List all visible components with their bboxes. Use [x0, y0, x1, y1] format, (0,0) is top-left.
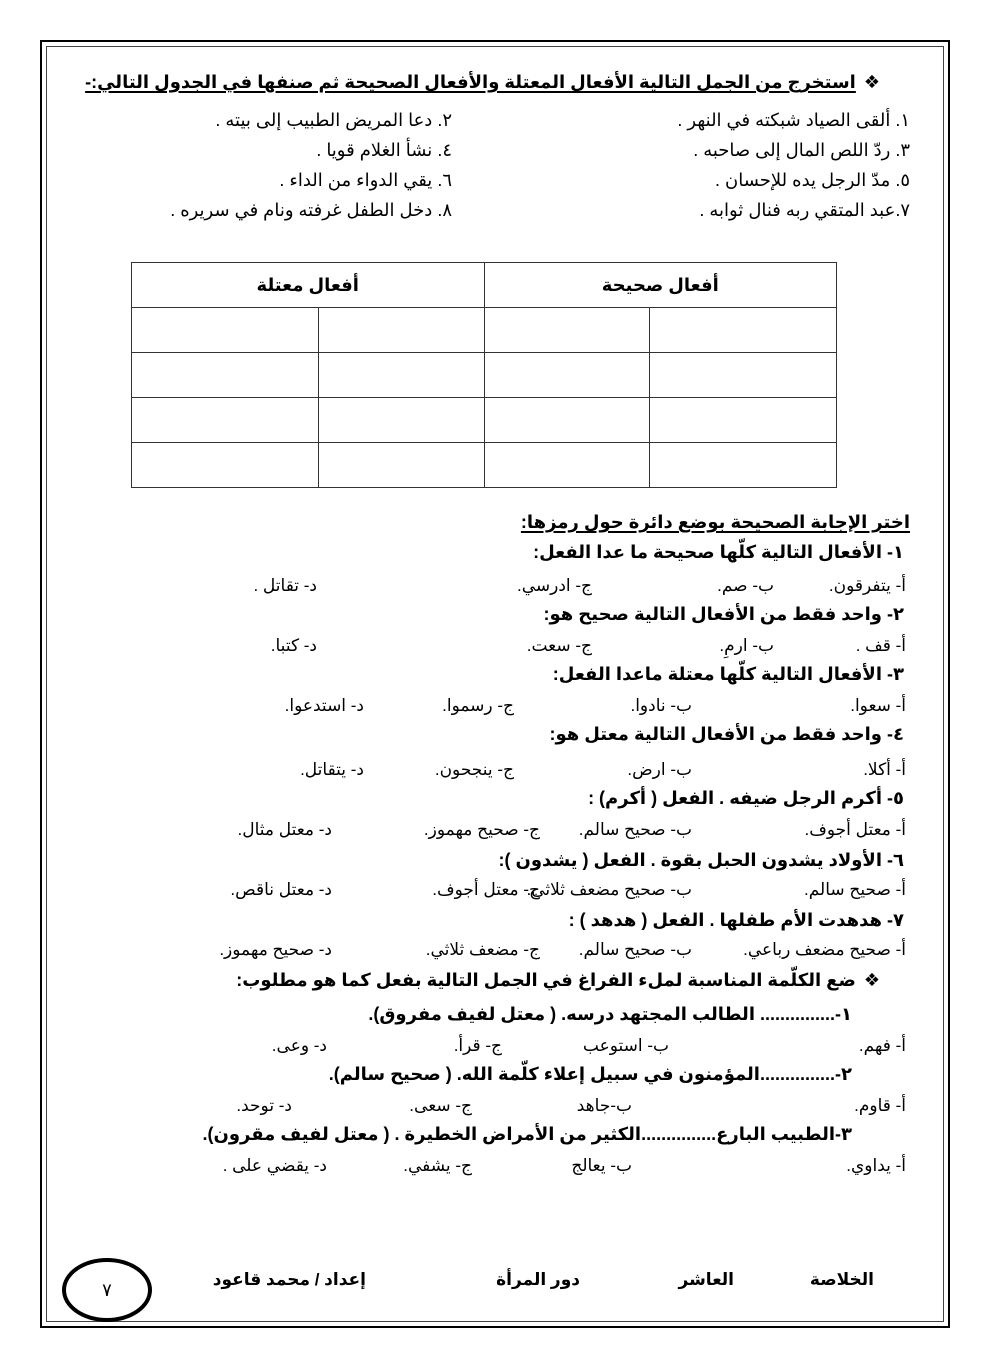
fill-option-d[interactable]: د- وعى. — [271, 1036, 327, 1055]
table-cell[interactable] — [649, 353, 836, 398]
mcq-question-2: ٢- واحد فقط من الأفعال التالية صحيح هو: — [543, 604, 904, 624]
sentence-4: ٤. نشأ الغلام قويا . — [316, 140, 452, 160]
table-cell[interactable] — [319, 443, 484, 488]
table-cell[interactable] — [484, 398, 649, 443]
mcq-option-d[interactable]: د- معتل مثال. — [237, 820, 332, 839]
diamond-bullet-icon: ❖ — [863, 72, 880, 92]
table-cell[interactable] — [484, 353, 649, 398]
mcq-option-d[interactable]: د- يتقاتل. — [300, 760, 364, 779]
footer-subject: الخلاصة — [809, 1270, 874, 1289]
table-cell[interactable] — [649, 443, 836, 488]
classification-table — [131, 262, 837, 488]
mcq-question-3: ٣- الأفعال التالية كلّها معتلة ماعدا الفعل: — [552, 664, 904, 684]
fill-option-a[interactable]: أ- قاوم. — [854, 1096, 906, 1115]
fill-option-b[interactable]: ب-جاهد — [576, 1096, 632, 1115]
table-cell[interactable] — [649, 308, 836, 353]
fill-option-c[interactable]: ج- قرأ. — [453, 1036, 502, 1055]
table-row — [132, 443, 837, 488]
table-cell[interactable] — [319, 353, 484, 398]
section1-title: استخرج من الجمل التالية الأفعال المعتلة والأفعال الصحيحة ثم صنفها في الجدول التالي:- — [85, 72, 856, 92]
mcq-option-a[interactable]: أ- صحيح سالم. — [804, 880, 906, 899]
sentence-1: ١. ألقى الصياد شبكته في النهر . — [677, 110, 910, 130]
mcq-option-d[interactable]: د- استدعوا. — [284, 696, 364, 715]
table-cell[interactable] — [132, 398, 319, 443]
fill-option-b[interactable]: ب- استوعب — [582, 1036, 669, 1055]
mcq-question-1: ١- الأفعال التالية كلّها صحيحة ما عدا الفعل: — [533, 542, 904, 562]
table-cell[interactable] — [484, 443, 649, 488]
mcq-option-a[interactable]: أ- صحيح مضعف رباعي. — [743, 940, 906, 959]
sentence-5: ٥. مدّ الرجل يده للإحسان . — [715, 170, 910, 190]
mcq-option-b[interactable]: ب- ارض. — [627, 760, 692, 779]
mcq-option-b[interactable]: ب- صحيح سالم. — [578, 820, 692, 839]
table-cell[interactable] — [132, 308, 319, 353]
fill-option-a[interactable]: أ- يداوي. — [846, 1156, 906, 1175]
mcq-option-a[interactable]: أ- معتل أجوف. — [804, 820, 906, 839]
mcq-option-d[interactable]: د- معتل ناقص. — [230, 880, 332, 899]
section3-heading — [236, 970, 880, 991]
mcq-option-c[interactable]: ج- رسموا. — [442, 696, 514, 715]
footer-author: إعداد / محمد قاعود — [212, 1270, 366, 1289]
fill-option-d[interactable]: د- توحد. — [236, 1096, 292, 1115]
sentence-2: ٢. دعا المريض الطبيب إلى بيته . — [215, 110, 452, 130]
section2-title: اختر الإجابة الصحيحة بوضع دائرة حول رمزها: — [520, 512, 910, 532]
mcq-option-d[interactable]: د- كتبا. — [270, 636, 317, 655]
header-mutal-verbs: أفعال معتلة — [132, 263, 485, 308]
sentence-8: ٨. دخل الطفل غرفته ونام في سريره . — [170, 200, 452, 220]
section3-title: ضع الكلّمة المناسبة لملء الفراغ في الجمل التالية بفعل كما هو مطلوب: — [236, 970, 856, 990]
mcq-option-c[interactable]: ج- صحيح مهموز. — [423, 820, 540, 839]
table-row — [132, 353, 837, 398]
mcq-option-d[interactable]: د- تقاتل . — [253, 576, 317, 595]
mcq-question-6: ٦- الأولاد يشدون الحبل بقوة . الفعل ( يشدون ): — [498, 850, 904, 870]
table-cell[interactable] — [132, 353, 319, 398]
mcq-option-b[interactable]: ب- صحيح مضعف ثلاثي. — [526, 880, 692, 899]
mcq-question-4: ٤- واحد فقط من الأفعال التالية معتل هو: — [549, 724, 904, 744]
mcq-option-b[interactable]: ب- ارمِ. — [719, 636, 774, 655]
mcq-question-7: ٧- هدهدت الأم طفلها . الفعل ( هدهد ) : — [568, 910, 904, 930]
page-number: ٧ — [102, 1279, 112, 1300]
mcq-option-c[interactable]: ج- معتل أجوف. — [432, 880, 540, 899]
mcq-option-a[interactable]: أ- قف . — [855, 636, 906, 655]
mcq-option-b[interactable]: ب- نادوا. — [630, 696, 692, 715]
sentence-3: ٣. ردّ اللص المال إلى صاحبه . — [693, 140, 910, 160]
header-sahih-verbs: أفعال صحيحة — [484, 263, 836, 308]
mcq-option-c[interactable]: ج- سعت. — [526, 636, 592, 655]
mcq-option-c[interactable]: ج- ادرسي. — [517, 576, 592, 595]
table-cell[interactable] — [319, 398, 484, 443]
mcq-option-b[interactable]: ب- صحيح سالم. — [578, 940, 692, 959]
table-cell[interactable] — [649, 398, 836, 443]
fill-question-3: ٣-الطبيب البارع...............الكثير من الأمراض الخطيرة . ( معتل لفيف مقرون). — [202, 1124, 852, 1144]
fill-option-b[interactable]: ب- يعالج — [571, 1156, 632, 1175]
sentence-6: ٦. يقي الدواء من الداء . — [279, 170, 452, 190]
sentence-7: ٧.عبد المتقي ربه فنال ثوابه . — [699, 200, 910, 220]
mcq-option-c[interactable]: ج- ينجحون. — [434, 760, 514, 779]
table-cell[interactable] — [319, 308, 484, 353]
mcq-question-5: ٥- أكرم الرجل ضيفه . الفعل ( أكرم) : — [588, 788, 904, 808]
mcq-option-c[interactable]: ج- مضعف ثلاثي. — [425, 940, 540, 959]
footer-lesson: دور المرأة — [496, 1270, 580, 1289]
mcq-option-a[interactable]: أ- سعوا. — [850, 696, 906, 715]
mcq-option-a[interactable]: أ- يتفرقون. — [828, 576, 906, 595]
page-number-circle — [62, 1258, 152, 1322]
mcq-option-a[interactable]: أ- أكلا. — [863, 760, 906, 779]
fill-question-1: ١-............... الطالب المجتهد درسه. ( معتل لفيف مفروق). — [368, 1004, 852, 1024]
diamond-bullet-icon: ❖ — [863, 970, 880, 990]
footer-grade: العاشر — [678, 1270, 734, 1289]
mcq-option-d[interactable]: د- صحيح مهموز. — [219, 940, 332, 959]
fill-option-c[interactable]: ج- يشفي. — [403, 1156, 472, 1175]
fill-option-d[interactable]: د- يقضي على . — [222, 1156, 327, 1175]
fill-option-a[interactable]: أ- فهم. — [858, 1036, 906, 1055]
table-cell[interactable] — [132, 443, 319, 488]
table-row — [132, 398, 837, 443]
table-cell[interactable] — [484, 308, 649, 353]
fill-option-c[interactable]: ج- سعى. — [409, 1096, 472, 1115]
section1-heading — [85, 72, 880, 93]
fill-question-2: ٢-...............المؤمنون في سبيل إعلاء كلّمة الله. ( صحيح سالم). — [328, 1064, 852, 1084]
mcq-option-b[interactable]: ب- صم. — [717, 576, 774, 595]
table-row — [132, 308, 837, 353]
